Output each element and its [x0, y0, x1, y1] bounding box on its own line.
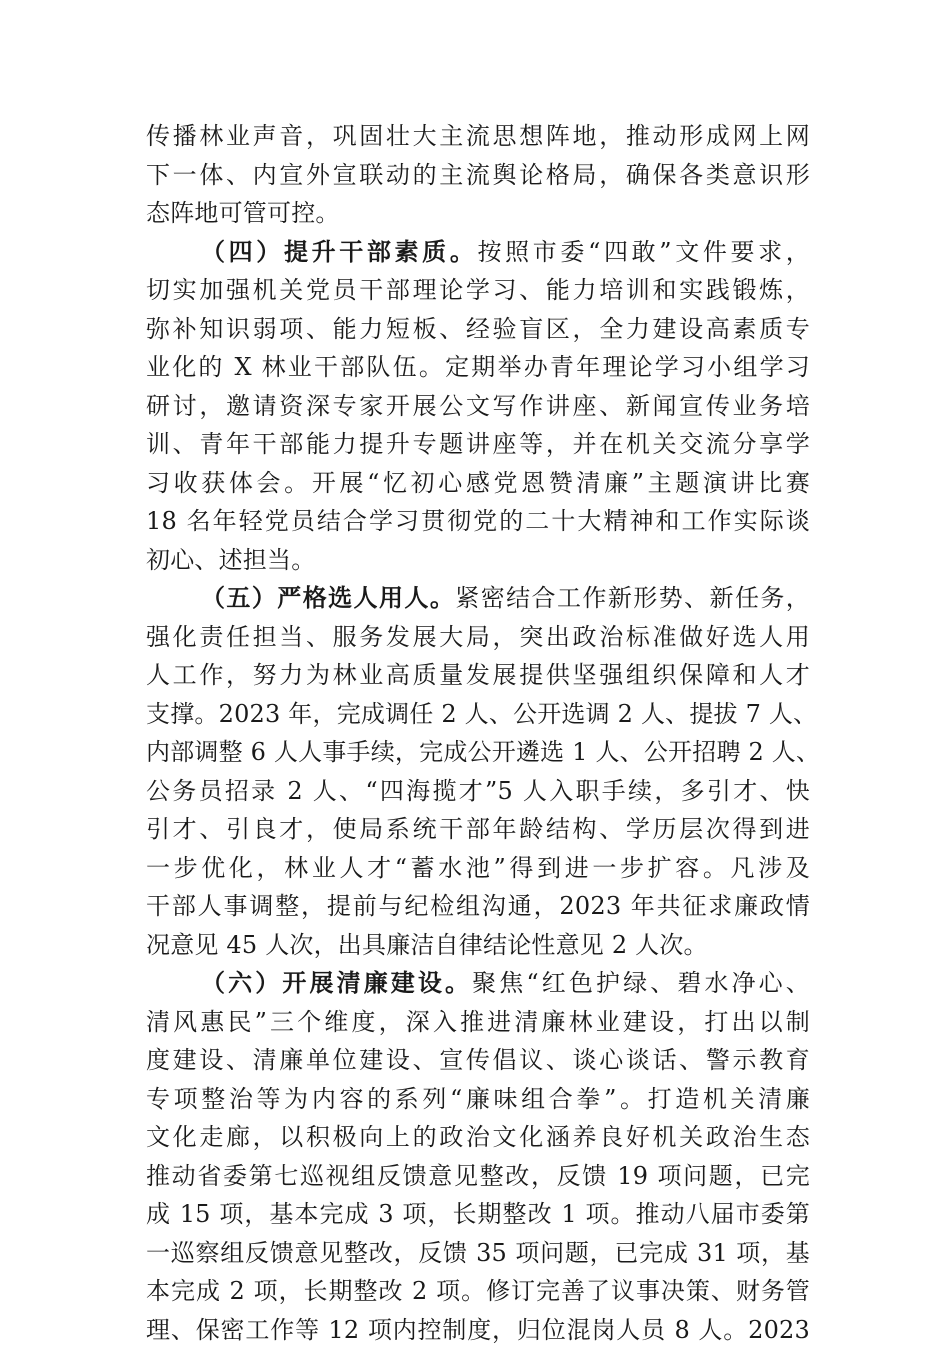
- text-line: 弥补知识弱项、能力短板、经验盲区，全力建设高素质专: [146, 310, 810, 349]
- text-line: 下一体、内宣外宣联动的主流舆论格局，确保各类意识形: [146, 156, 810, 195]
- text-line: 研讨，邀请资深专家开展公文写作讲座、新闻宣传业务培: [146, 387, 810, 426]
- text-line: 传播林业声音，巩固壮大主流思想阵地，推动形成网上网: [146, 117, 810, 156]
- text-line: 文化走廊，以积极向上的政治文化涵养良好机关政治生态: [146, 1118, 810, 1157]
- text-line: 初心、述担当。: [146, 541, 810, 580]
- paragraph-first-line: [146, 579, 810, 618]
- text-line: 清风惠民”三个维度，深入推进清廉林业建设，打出以制: [146, 1003, 810, 1042]
- text-fragment: 紧密结合工作新形势、新任务，: [455, 584, 810, 612]
- text-line: 业化的 X 林业干部队伍。定期举办青年理论学习小组学习: [146, 348, 810, 387]
- text-line: 训、青年干部能力提升专题讲座等，并在机关交流分享学: [146, 425, 810, 464]
- text-line: 支撑。2023 年，完成调任 2 人、公开选调 2 人、提拔 7 人、: [146, 695, 810, 734]
- text-line: 切实加强机关党员干部理论学习、能力培训和实践锻炼，: [146, 271, 810, 310]
- section-heading: （五）严格选人用人。: [201, 583, 455, 612]
- text-line: 18 名年轻党员结合学习贯彻党的二十大精神和工作实际谈: [146, 502, 810, 541]
- text-line: 习收获体会。开展“忆初心感党恩赞清廉”主题演讲比赛: [146, 464, 810, 503]
- section-heading: （六）开展清廉建设。: [201, 968, 472, 997]
- text-line: 内部调整 6 人人事手续，完成公开遴选 1 人、公开招聘 2 人、: [146, 733, 810, 772]
- text-line: 干部人事调整，提前与纪检组沟通，2023 年共征求廉政情: [146, 887, 810, 926]
- text-line: 况意见 45 人次，出具廉洁自律结论性意见 2 人次。: [146, 926, 810, 965]
- text-line: 推动省委第七巡视组反馈意见整改，反馈 19 项问题，已完: [146, 1157, 810, 1196]
- text-line: 人工作，努力为林业高质量发展提供坚强组织保障和人才: [146, 656, 810, 695]
- section-heading: （四）提升干部素质。: [201, 237, 477, 266]
- text-line: 度建设、清廉单位建设、宣传倡议、谈心谈话、警示教育: [146, 1041, 810, 1080]
- text-line: 理、保密工作等 12 项内控制度，归位混岗人员 8 人。2023: [146, 1311, 810, 1349]
- text-line: 一巡察组反馈意见整改，反馈 35 项问题，已完成 31 项，基: [146, 1234, 810, 1273]
- paragraph-first-line: [146, 964, 810, 1003]
- text-line: 本完成 2 项，长期整改 2 项。修订完善了议事决策、财务管: [146, 1272, 810, 1311]
- text-line: 引才、引良才，使局系统干部年龄结构、学历层次得到进: [146, 810, 810, 849]
- text-line: 成 15 项，基本完成 3 项，长期整改 1 项。推动八届市委第: [146, 1195, 810, 1234]
- text-line: 一步优化，林业人才“蓄水池”得到进一步扩容。凡涉及: [146, 849, 810, 888]
- text-line: 强化责任担当、服务发展大局，突出政治标准做好选人用: [146, 618, 810, 657]
- text-line: 专项整治等为内容的系列“廉味组合拳”。打造机关清廉: [146, 1080, 810, 1119]
- body-text: [146, 117, 810, 1349]
- text-fragment: 聚焦“红色护绿、碧水净心、: [472, 969, 810, 997]
- text-fragment: 按照市委“四敢”文件要求，: [477, 238, 810, 266]
- text-line: 公务员招录 2 人、“四海揽才”5 人入职手续，多引才、快: [146, 772, 810, 811]
- paragraph-first-line: [146, 233, 810, 272]
- text-line: 态阵地可管可控。: [146, 194, 810, 233]
